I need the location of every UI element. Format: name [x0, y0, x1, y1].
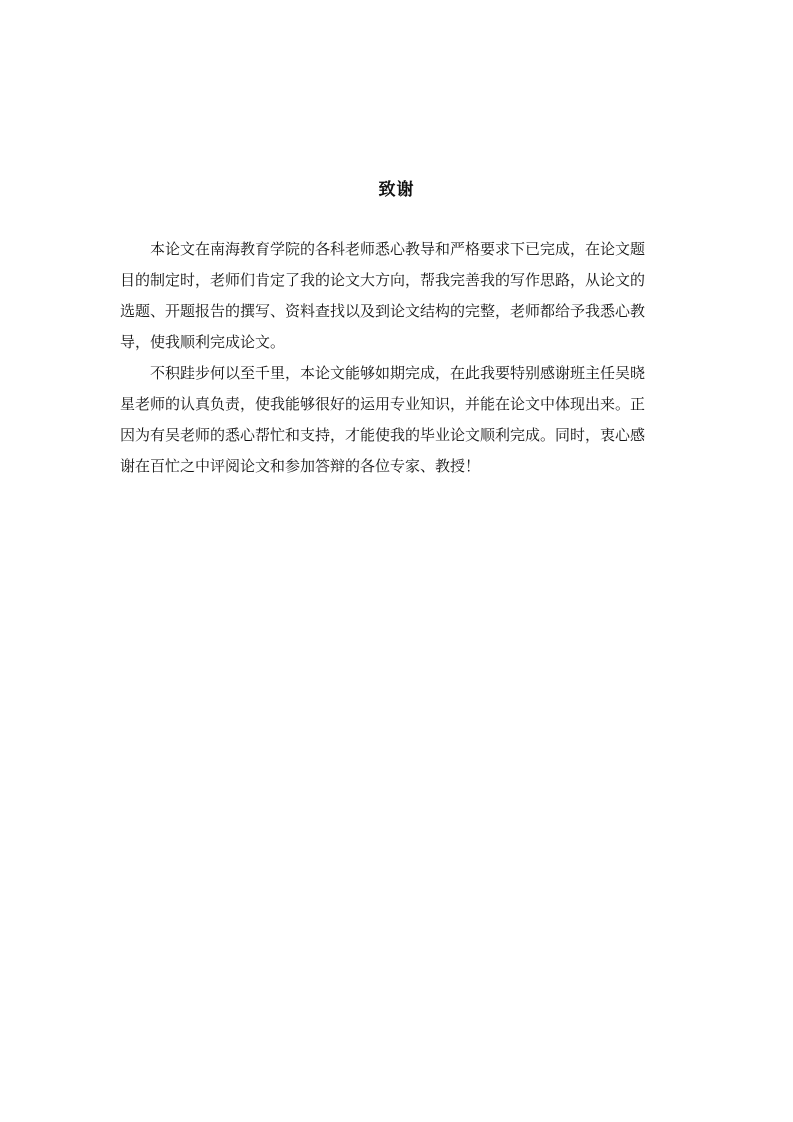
- paragraph-line: 因为有吴老师的悉心帮忙和支持，才能使我的毕业论文顺利完成。同时，衷心感: [120, 426, 646, 444]
- paragraph-line: 星老师的认真负责，使我能够很好的运用专业知识，并能在论文中体现出来。正: [120, 395, 646, 413]
- paragraph-line: 导，使我顺利完成论文。: [120, 333, 286, 351]
- paragraph-line: 目的制定时，老师们肯定了我的论文大方向，帮我完善我的写作思路，从论文的: [120, 271, 646, 289]
- paragraph-line: 本论文在南海教育学院的各科老师悉心教导和严格要求下已完成，在论文题: [150, 240, 646, 258]
- paragraph-line: 谢在百忙之中评阅论文和参加答辩的各位专家、教授！: [120, 457, 481, 475]
- paragraph-1: [120, 234, 680, 358]
- acknowledgement-body: [120, 234, 680, 482]
- paragraph-line: 选题、开题报告的撰写、资料查找以及到论文结构的完整，老师都给予我悉心教: [120, 302, 646, 320]
- page-title: 致谢: [378, 180, 415, 200]
- paragraph-2: [120, 358, 680, 482]
- paragraph-line: 不积跬步何以至千里，本论文能够如期完成，在此我要特别感谢班主任吴晓: [150, 364, 646, 382]
